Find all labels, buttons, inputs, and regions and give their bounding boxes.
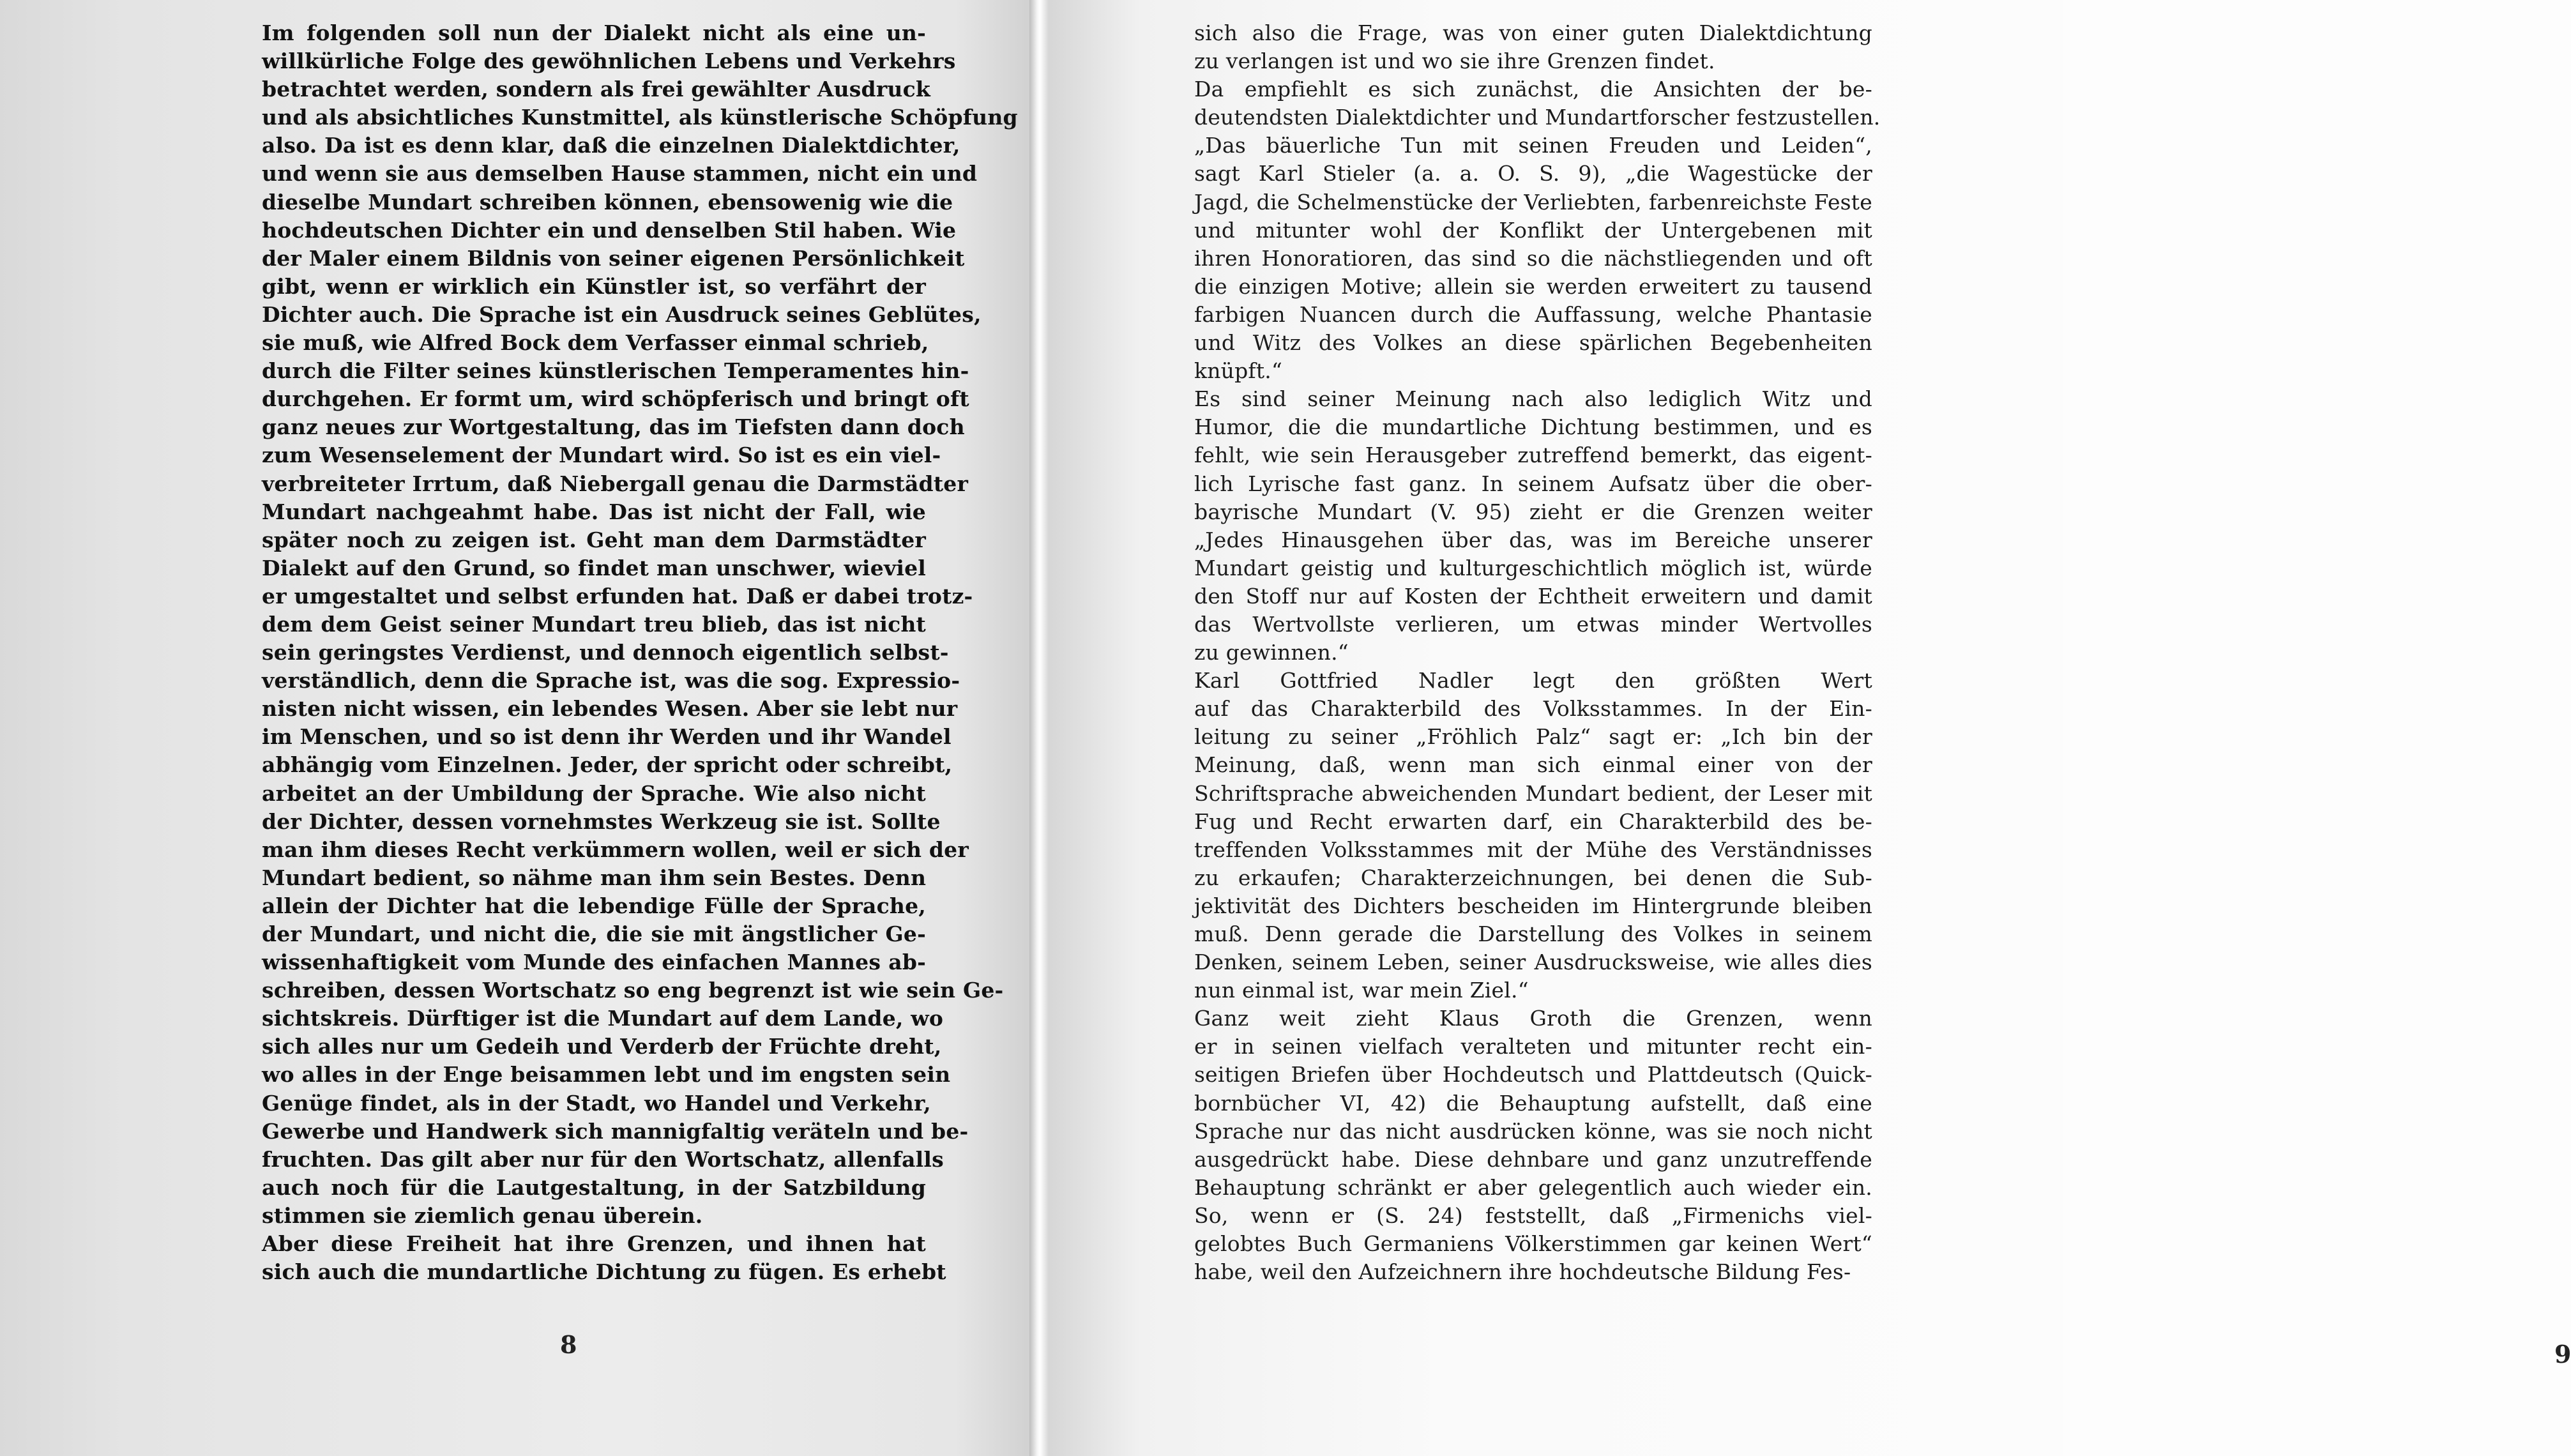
text-line: Humor, die die mundartliche Dichtung bestimmen, und es [1194, 414, 1872, 440]
text-line: Meinung, daß, wenn man sich einmal einer von der [1194, 752, 1872, 778]
text-line: sie muß, wie Alfred Bock dem Verfasser einmal schrieb, [262, 330, 929, 356]
text-line: auch noch für die Lautgestaltung, in der Satzbildung [262, 1174, 926, 1200]
text-line: arbeitet an der Umbildung der Sprache. Wie also nicht [262, 780, 926, 806]
right-page [1038, 0, 2571, 1456]
text-line: sagt Karl Stieler (a. a. O. S. 9), „die Wagestücke der [1194, 161, 1872, 186]
text-line: durchgehen. Er formt um, wird schöpferisch und bringt oft [262, 386, 969, 412]
text-line: Dichter auch. Die Sprache ist ein Ausdruck seines Geblütes, [262, 301, 982, 327]
text-line: Im folgenden soll nun der Dialekt nicht als eine un- [262, 20, 926, 45]
text-line: Genüge findet, als in der Stadt, wo Handel und Verkehr, [262, 1090, 931, 1116]
text-line: den Stoff nur auf Kosten der Echtheit erweitern und damit [1194, 583, 1872, 609]
text-line: jektivität des Dichters bescheiden im Hintergrunde bleiben [1194, 893, 1872, 918]
text-line: fehlt, wie sein Herausgeber zutreffend bemerkt, das eigent- [1194, 443, 1872, 468]
text-line: stimmen sie ziemlich genau überein. [262, 1202, 703, 1228]
text-line: farbigen Nuancen durch die Auffassung, welche Phantasie [1194, 301, 1872, 327]
text-line: Fug und Recht erwarten darf, ein Charakterbild des be- [1194, 808, 1872, 834]
text-line: betrachtet werden, sondern als frei gewählter Ausdruck [262, 77, 930, 102]
text-line: verbreiteter Irrtum, daß Niebergall genau die Darmstädter [262, 471, 969, 496]
text-line: sich auch die mundartliche Dichtung zu fügen. Es erhebt [262, 1259, 946, 1285]
text-line: So, wenn er (S. 24) feststellt, daß „Firmenichs viel- [1194, 1202, 1872, 1228]
text-line: Karl Gottfried Nadler legt den größten Wert [1194, 668, 1872, 694]
text-line: wo alles in der Enge beisammen lebt und im engsten sein [262, 1062, 951, 1088]
text-line: Jagd, die Schelmenstücke der Verliebten, farbenreichste Feste [1194, 189, 1872, 215]
left-page-number: 8 [560, 1330, 577, 1359]
text-line: fruchten. Das gilt aber nur für den Wortschatz, allenfalls [262, 1146, 944, 1172]
text-line: allein der Dichter hat die lebendige Fülle der Sprache, [262, 893, 926, 918]
text-line: er in seinen vielfach veralteten und mitunter recht ein- [1194, 1034, 1872, 1059]
text-line: Behauptung schränkt er aber gelegentlich auch wieder ein. [1194, 1174, 1872, 1200]
text-line: zu erkaufen; Charakterzeichnungen, bei denen die Sub- [1194, 865, 1872, 890]
text-line: Dialekt auf den Grund, so findet man unschwer, wieviel [262, 555, 926, 580]
text-line: dem dem Geist seiner Mundart treu blieb, das ist nicht [262, 611, 926, 637]
text-line: zu verlangen ist und wo sie ihre Grenzen findet. [1194, 49, 1715, 74]
right-page-number: 9 [2554, 1340, 2571, 1369]
left-page-text [262, 19, 1018, 1286]
text-line: gibt, wenn er wirklich ein Künstler ist, so verfährt der [262, 273, 926, 299]
text-line: das Wertvollste verlieren, um etwas minder Wertvolles [1194, 611, 1872, 637]
text-line: ausgedrückt habe. Diese dehnbare und ganz unzutreffende [1194, 1146, 1872, 1172]
text-line: er umgestaltet und selbst erfunden hat. Daß er dabei trotz- [262, 583, 973, 609]
text-line: wissenhaftigkeit vom Munde des einfachen Mannes ab- [262, 950, 926, 975]
text-line: dieselbe Mundart schreiben können, ebensowenig wie die [262, 189, 953, 215]
right-page-text [1194, 19, 1881, 1286]
text-line: der Dichter, dessen vornehmstes Werkzeug sie ist. Sollte [262, 808, 941, 834]
text-line: die einzigen Motive; allein sie werden erweitert zu tausend [1194, 273, 1872, 299]
text-line: zu gewinnen.“ [1194, 640, 1349, 665]
text-line: nun einmal ist, war mein Ziel.“ [1194, 978, 1529, 1003]
text-line: Aber diese Freiheit hat ihre Grenzen, und ihnen hat [262, 1231, 926, 1257]
text-line: Mundart bedient, so nähme man ihm sein Bestes. Denn [262, 865, 927, 890]
text-line: sichtskreis. Dürftiger ist die Mundart auf dem Lande, wo [262, 1006, 944, 1031]
text-line: willkürliche Folge des gewöhnlichen Lebens und Verkehrs [262, 49, 956, 74]
text-line: sein geringstes Verdienst, und dennoch eigentlich selbst- [262, 640, 949, 665]
text-line: knüpft.“ [1194, 358, 1283, 384]
text-line: Denken, seinem Leben, seiner Ausdrucksweise, wie alles dies [1194, 950, 1872, 975]
text-line: und mitunter wohl der Konflikt der Untergebenen mit [1194, 217, 1872, 243]
text-line: durch die Filter seines künstlerischen Temperamentes hin- [262, 358, 969, 384]
text-line: bornbücher VI, 42) die Behauptung aufstellt, daß eine [1194, 1090, 1872, 1116]
text-line: sich also die Frage, was von einer guten Dialektdichtung [1194, 20, 1872, 45]
text-line: im Menschen, und so ist denn ihr Werden und ihr Wandel [262, 724, 952, 750]
text-line: sich alles nur um Gedeih und Verderb der Früchte dreht, [262, 1034, 942, 1059]
text-line: Gewerbe und Handwerk sich mannigfaltig veräteln und be- [262, 1118, 969, 1144]
book-gutter [1029, 0, 1049, 1456]
text-line: deutendsten Dialektdichter und Mundartforscher festzustellen. [1194, 105, 1881, 130]
text-line: Mundart nachgeahmt habe. Das ist nicht der Fall, wie [262, 499, 926, 524]
text-line: auf das Charakterbild des Volksstammes. In der Ein- [1194, 696, 1872, 722]
text-line: Sprache nur das nicht ausdrücken könne, was sie noch nicht [1194, 1118, 1872, 1144]
text-line: hochdeutschen Dichter ein und denselben Stil haben. Wie [262, 217, 957, 243]
text-line: der Mundart, und nicht die, die sie mit ängstlicher Ge- [262, 921, 926, 946]
text-line: der Maler einem Bildnis von seiner eigenen Persönlichkeit [262, 245, 965, 271]
text-line: schreiben, dessen Wortschatz so eng begrenzt ist wie sein Ge- [262, 978, 1004, 1003]
left-page [0, 0, 1038, 1456]
text-line: also. Da ist es denn klar, daß die einzelnen Dialektdichter, [262, 133, 960, 158]
text-line: bayrische Mundart (V. 95) zieht er die Grenzen weiter [1194, 499, 1872, 524]
text-line: später noch zu zeigen ist. Geht man dem Darmstädter [262, 527, 926, 552]
text-line: Da empfiehlt es sich zunächst, die Ansichten der be- [1194, 77, 1872, 102]
text-line: habe, weil den Aufzeichnern ihre hochdeutsche Bildung Fes- [1194, 1259, 1851, 1285]
text-line: Schriftsprache abweichenden Mundart bedient, der Leser mit [1194, 780, 1872, 806]
text-line: muß. Denn gerade die Darstellung des Volkes in seinem [1194, 921, 1872, 946]
text-line: nisten nicht wissen, ein lebendes Wesen. Aber sie lebt nur [262, 696, 958, 722]
text-line: Es sind seiner Meinung nach also lediglich Witz und [1194, 386, 1872, 412]
text-line: man ihm dieses Recht verkümmern wollen, weil er sich der [262, 837, 969, 862]
text-line: gelobtes Buch Germaniens Völkerstimmen gar keinen Wert“ [1194, 1231, 1872, 1257]
text-line: Mundart geistig und kulturgeschichtlich möglich ist, würde [1194, 555, 1872, 580]
text-line: und Witz des Volkes an diese spärlichen Begebenheiten [1194, 330, 1872, 356]
text-line: und als absichtliches Kunstmittel, als künstlerische Schöpfung [262, 105, 1018, 130]
text-line: verständlich, denn die Sprache ist, was die sog. Expressio- [262, 668, 960, 694]
text-line: abhängig vom Einzelnen. Jeder, der spricht oder schreibt, [262, 752, 953, 778]
text-line: Ganz weit zieht Klaus Groth die Grenzen, wenn [1194, 1006, 1872, 1031]
text-line: zum Wesenselement der Mundart wird. So ist es ein viel- [262, 443, 941, 468]
text-line: treffenden Volksstammes mit der Mühe des Verständnisses [1194, 837, 1872, 862]
text-line: „Jedes Hinausgehen über das, was im Bereiche unserer [1194, 527, 1872, 552]
text-line: „Das bäuerliche Tun mit seinen Freuden und Leiden“, [1194, 133, 1872, 158]
text-line: seitigen Briefen über Hochdeutsch und Plattdeutsch (Quick- [1194, 1062, 1872, 1088]
text-line: und wenn sie aus demselben Hause stammen, nicht ein und [262, 161, 978, 186]
text-line: leitung zu seiner „Fröhlich Palz“ sagt er: „Ich bin der [1194, 724, 1872, 750]
text-line: ihren Honoratioren, das sind so die nächstliegenden und oft [1194, 245, 1872, 271]
text-line: lich Lyrische fast ganz. In seinem Aufsatz über die ober- [1194, 471, 1872, 496]
text-line: ganz neues zur Wortgestaltung, das im Tiefsten dann doch [262, 414, 965, 440]
